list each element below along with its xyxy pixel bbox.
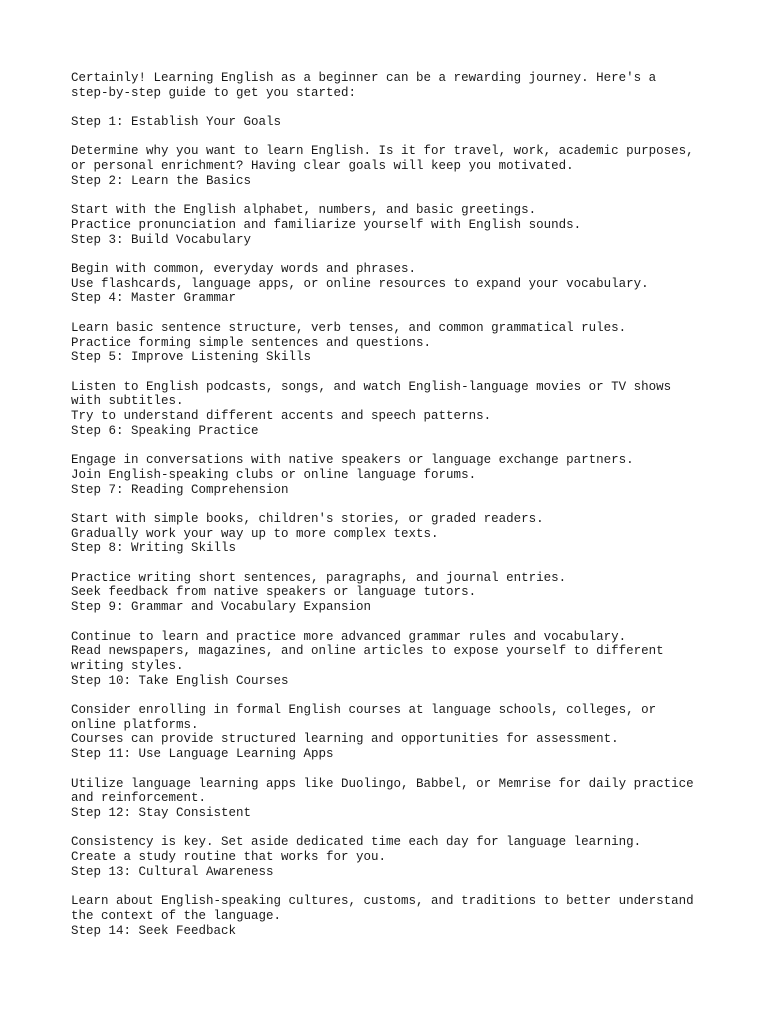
step-text-line: online platforms. bbox=[71, 717, 199, 732]
step-body bbox=[71, 630, 711, 674]
step-text-line: Practice pronunciation and familiarize yourself with English sounds. bbox=[71, 217, 582, 232]
step-heading: Step 1: Establish Your Goals bbox=[71, 115, 282, 130]
step-text-line: Begin with common, everyday words and phrases. bbox=[71, 262, 417, 277]
step-heading: Step 12: Stay Consistent bbox=[71, 805, 252, 820]
step-body bbox=[71, 512, 711, 541]
step-heading: Step 6: Speaking Practice bbox=[71, 423, 259, 438]
step-text-line: Engage in conversations with native speakers or language exchange partners. bbox=[71, 453, 634, 468]
document-page bbox=[71, 71, 711, 938]
step-text-line: Determine why you want to learn English. Is it for travel, work, academic purposes, bbox=[71, 144, 694, 159]
intro-line: step-by-step guide to get you started: bbox=[71, 85, 357, 100]
step-text-line: Try to understand different accents and speech patterns. bbox=[71, 409, 492, 424]
step-text-line: Start with simple books, children's stories, or graded readers. bbox=[71, 511, 544, 526]
step-text-line: writing styles. bbox=[71, 658, 184, 673]
step-text-line: Utilize language learning apps like Duolingo, Babbel, or Memrise for daily practice bbox=[71, 776, 694, 791]
step-body bbox=[71, 321, 711, 350]
step-heading: Step 9: Grammar and Vocabulary Expansion bbox=[71, 600, 372, 615]
step-text-line: the context of the language. bbox=[71, 908, 282, 923]
step-body bbox=[71, 835, 711, 864]
step-heading: Step 10: Take English Courses bbox=[71, 673, 289, 688]
step-text-line: Learn basic sentence structure, verb tenses, and common grammatical rules. bbox=[71, 320, 627, 335]
step-body bbox=[71, 144, 711, 173]
step-body bbox=[71, 203, 711, 232]
step-heading: Step 5: Improve Listening Skills bbox=[71, 350, 312, 365]
step-text-line: Continue to learn and practice more advanced grammar rules and vocabulary. bbox=[71, 629, 627, 644]
step-heading: Step 8: Writing Skills bbox=[71, 541, 237, 556]
step-text-line: Read newspapers, magazines, and online articles to expose yourself to different bbox=[71, 644, 664, 659]
step-heading: Step 2: Learn the Basics bbox=[71, 173, 252, 188]
step-text-line: Practice forming simple sentences and questions. bbox=[71, 335, 432, 350]
step-body bbox=[71, 571, 711, 600]
step-text-line: Gradually work your way up to more complex texts. bbox=[71, 526, 439, 541]
step-heading: Step 13: Cultural Awareness bbox=[71, 864, 274, 879]
step-body bbox=[71, 262, 711, 291]
intro-line: Certainly! Learning English as a beginner can be a rewarding journey. Here's a bbox=[71, 71, 657, 85]
step-body bbox=[71, 777, 711, 806]
step-text-line: Learn about English-speaking cultures, customs, and traditions to better understand bbox=[71, 894, 694, 909]
step-heading: Step 14: Seek Feedback bbox=[71, 923, 237, 938]
step-body bbox=[71, 453, 711, 482]
step-heading: Step 4: Master Grammar bbox=[71, 291, 237, 306]
step-text-line: Consistency is key. Set aside dedicated time each day for language learning. bbox=[71, 835, 642, 850]
step-heading: Step 11: Use Language Learning Apps bbox=[71, 747, 334, 762]
step-text-line: Create a study routine that works for you. bbox=[71, 850, 387, 865]
step-body bbox=[71, 894, 711, 923]
step-text-line: and reinforcement. bbox=[71, 791, 207, 806]
step-heading: Step 3: Build Vocabulary bbox=[71, 232, 252, 247]
step-heading: Step 7: Reading Comprehension bbox=[71, 482, 289, 497]
step-body bbox=[71, 703, 711, 747]
step-text-line: Use flashcards, language apps, or online resources to expand your vocabulary. bbox=[71, 276, 649, 291]
step-text-line: with subtitles. bbox=[71, 394, 184, 409]
step-body bbox=[71, 380, 711, 424]
intro-paragraph bbox=[71, 71, 711, 100]
step-text-line: Practice writing short sentences, paragraphs, and journal entries. bbox=[71, 570, 567, 585]
step-text-line: Start with the English alphabet, numbers, and basic greetings. bbox=[71, 203, 537, 218]
step-text-line: Join English-speaking clubs or online language forums. bbox=[71, 467, 477, 482]
step-text-line: Consider enrolling in formal English courses at language schools, colleges, or bbox=[71, 703, 657, 718]
step-text-line: Courses can provide structured learning and opportunities for assessment. bbox=[71, 732, 619, 747]
step-text-line: or personal enrichment? Having clear goals will keep you motivated. bbox=[71, 159, 574, 174]
step-text-line: Listen to English podcasts, songs, and watch English-language movies or TV shows bbox=[71, 379, 672, 394]
step-text-line: Seek feedback from native speakers or language tutors. bbox=[71, 585, 477, 600]
